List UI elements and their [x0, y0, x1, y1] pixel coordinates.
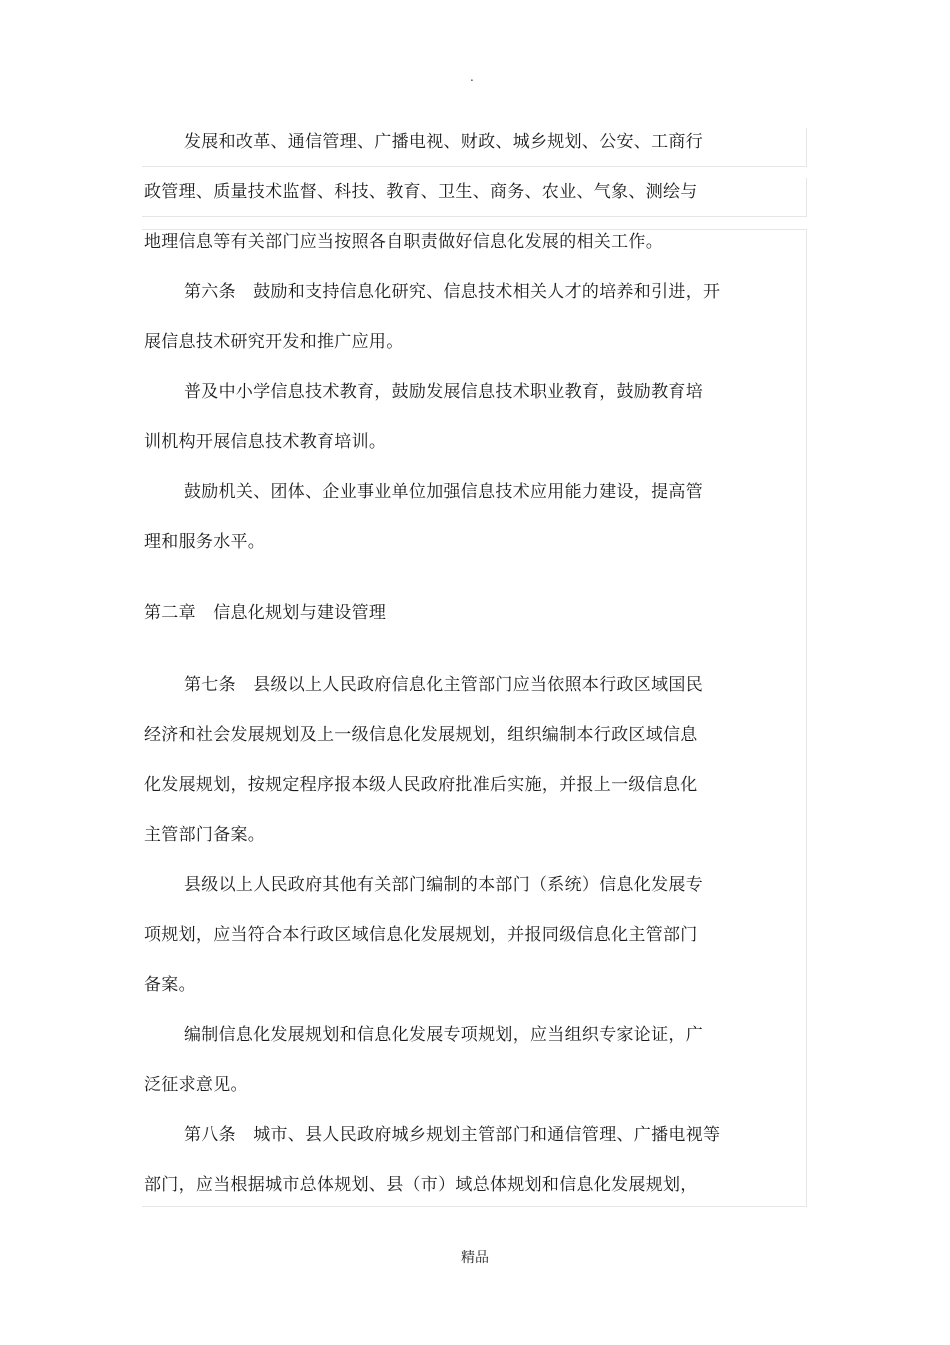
text-line: 部门，应当根据城市总体规划、县（市）域总体规划和信息化发展规划，	[144, 1175, 698, 1195]
article-8-line: 第八条 城市、县人民政府城乡规划主管部门和通信管理、广播电视等	[184, 1125, 721, 1145]
text-line: 政管理、质量技术监督、科技、教育、卫生、商务、农业、气象、测绘与	[144, 182, 698, 202]
text-line: 化发展规划，按规定程序报本级人民政府批准后实施，并报上一级信息化	[144, 775, 698, 795]
text-line: 鼓励机关、团体、企业事业单位加强信息技术应用能力建设，提高管	[184, 482, 703, 502]
text-line: 经济和社会发展规划及上一级信息化发展规划，组织编制本行政区域信息	[144, 725, 698, 745]
text-line: 发展和改革、通信管理、广播电视、财政、城乡规划、公安、工商行	[184, 132, 703, 152]
text-line: 备案。	[144, 975, 196, 995]
text-line: 县级以上人民政府其他有关部门编制的本部门（系统）信息化发展专	[184, 875, 703, 895]
text-line: 训机构开展信息技术教育培训。	[144, 432, 387, 452]
article-7-line: 第七条 县级以上人民政府信息化主管部门应当依照本行政区域国民	[184, 675, 703, 695]
text-line: 理和服务水平。	[144, 532, 266, 552]
article-6-line: 第六条 鼓励和支持信息化研究、信息技术相关人才的培养和引进，开	[184, 282, 721, 302]
text-line: 普及中小学信息技术教育，鼓励发展信息技术职业教育，鼓励教育培	[184, 382, 703, 402]
page-footer: 精品	[461, 1250, 489, 1266]
page-header-mark: .	[470, 70, 474, 84]
text-line: 展信息技术研究开发和推广应用。	[144, 332, 404, 352]
text-line: 编制信息化发展规划和信息化发展专项规划，应当组织专家论证，广	[184, 1025, 703, 1045]
frame-border-body	[142, 229, 807, 1207]
text-line: 泛征求意见。	[144, 1075, 248, 1095]
text-line: 主管部门备案。	[144, 825, 266, 845]
chapter-2-heading: 第二章 信息化规划与建设管理	[144, 603, 387, 623]
text-line: 地理信息等有关部门应当按照各自职责做好信息化发展的相关工作。	[144, 232, 663, 252]
text-line: 项规划，应当符合本行政区域信息化发展规划，并报同级信息化主管部门	[144, 925, 698, 945]
